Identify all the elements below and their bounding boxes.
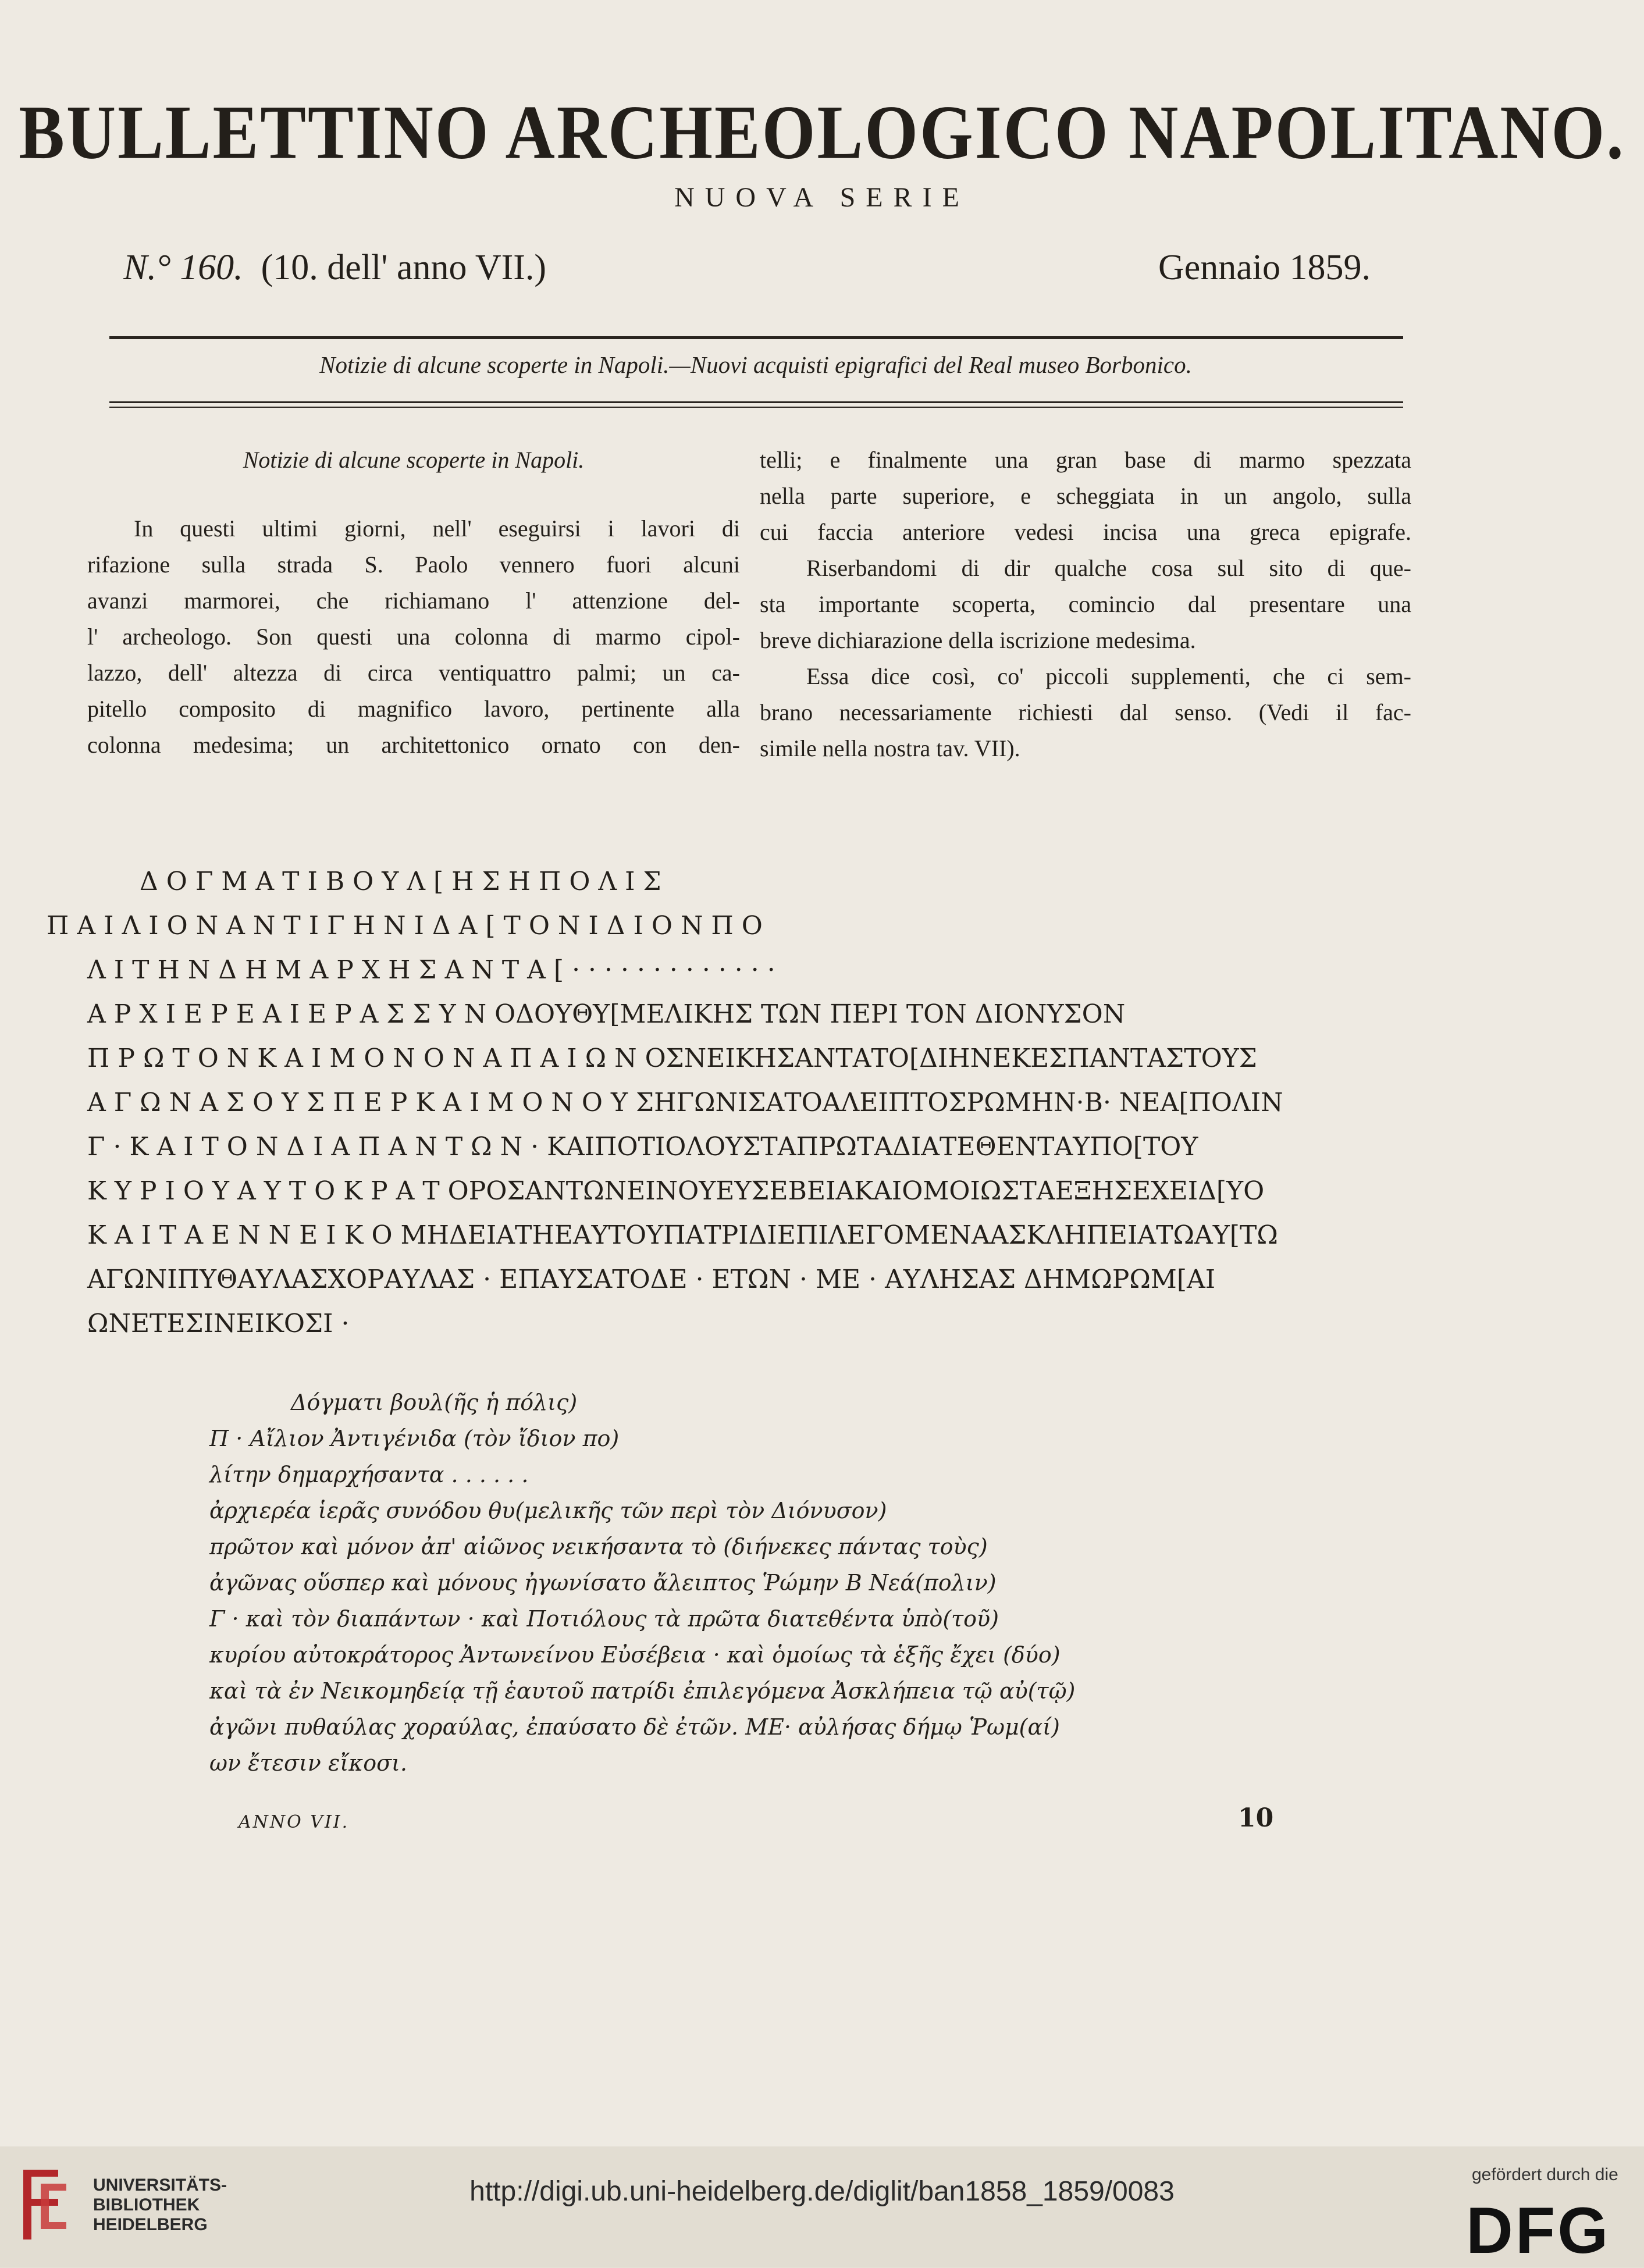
- text-line: Riserbandomi di dir qualche cosa sul sito di que-: [806, 555, 1411, 581]
- transcription-line: Δόγματι βουλ(ῆς ἡ πόλις): [291, 1390, 578, 1415]
- issue-date: Gennaio 1859.: [1158, 248, 1371, 287]
- transcription-line: κυρίου αὐτοκράτορος Ἀντωνείνου Εὐσέβεια · καὶ ὁμοίως τὰ ἑξῆς ἔχει (δύο): [209, 1642, 1061, 1668]
- transcription-line: πρῶτον καὶ μόνον ἀπ' αἰῶνος νεικήσαντα τὸ (διήνεκες πάντας τοὺς): [209, 1534, 988, 1560]
- transcription-line: λίτην δημαρχήσαντα . . . . . .: [209, 1462, 529, 1487]
- text-line: simile nella nostra tav. VII).: [760, 735, 1020, 761]
- text-line: In questi ultimi giorni, nell' eseguirsi i lavori di: [134, 515, 740, 542]
- transcription-line: ἀρχιερέα ἱερᾶς συνόδου θυ(μελικῆς τῶν περὶ τὸν Διόνυσον): [209, 1498, 887, 1523]
- issue-info: [123, 247, 546, 289]
- transcription-line: καὶ τὰ ἐν Νεικομηδείᾳ τῇ ἑαυτοῦ πατρίδι ἐπιλεγόμενα Ἀσκλήπεια τῷ αὐ(τῷ): [209, 1678, 1076, 1704]
- text-line: nella parte superiore, e scheggiata in un angolo, sulla: [760, 483, 1411, 509]
- text-line: Essa dice così, co' piccoli supplementi, che ci sem-: [806, 663, 1411, 689]
- inscription-line: Π Α Ι Λ Ι Ο Ν Α Ν Τ Ι Γ Η Ν Ι Δ Α [ Τ Ο Ν Ι Δ Ι Ο Ν Π Ο: [47, 911, 763, 941]
- top-rule: [109, 336, 1403, 339]
- inscription-line: Γ · Κ Α Ι Τ Ο Ν Δ Ι Α Π Α Ν Τ Ω Ν · ΚΑΙΠΟΤΙΟΛΟΥΣΤΑΠΡΩΤΑΔΙΑΤΕΘΕΝΤΑΥΠΟ[ΤΟΥ: [87, 1132, 1198, 1162]
- inscription-line: Κ Α Ι Τ Α Ε Ν Ν Ε Ι Κ Ο ΜΗΔΕΙΑΤΗΕΑΥΤΟΥΠΑΤΡΙΔΙΕΠΙΛΕΓΟΜΕΝΑΑΣΚΛΗΠΕΙΑΤΩΑΥ[ΤΩ: [87, 1220, 1278, 1250]
- transcription-line: Γ · καὶ τὸν διαπάντων · καὶ Ποτιόλους τὰ πρῶτα διατεθέντα ὑπὸ(τοῦ): [209, 1606, 999, 1632]
- digitization-footer: [0, 2146, 1644, 2267]
- transcription-line: ων ἔτεσιν εἴκοσι.: [209, 1750, 407, 1776]
- inscription-line: Λ Ι Τ Η Ν Δ Η Μ Α Ρ Χ Η Σ Α Ν Τ Α [ · · · · · · · · · · · · ·: [87, 955, 775, 985]
- journal-title: BULLETTINO ARCHEOLOGICO NAPOLITANO.: [19, 90, 1625, 175]
- inscription-line: Α Γ Ω Ν Α Σ Ο Υ Σ Π Ε Ρ Κ Α Ι Μ Ο Ν Ο Υ ΣΗΓΩΝΙΣΑΤΟΑΛΕΙΠΤΟΣΡΩΜΗΝ·Β· ΝΕΑ[ΠΟΛΙΝ: [87, 1088, 1283, 1117]
- text-line: sta importante scoperta, comincio dal presentare una: [760, 591, 1411, 617]
- bottom-rule-2: [109, 407, 1403, 408]
- issue-year: (10. dell' anno VII.): [261, 248, 547, 287]
- greek-transcription: [209, 1384, 1075, 1781]
- volume-label: ANNO VII.: [239, 1812, 350, 1832]
- text-line: lazzo, dell' altezza di circa ventiquattro palmi; un ca-: [87, 660, 740, 686]
- dfg-logo: DFG: [1466, 2194, 1611, 2267]
- text-line: rifazione sulla strada S. Paolo vennero fuori alcuni: [87, 551, 740, 578]
- column-heading: Notizie di alcune scoperte in Napoli.: [243, 447, 585, 473]
- university-name: UNIVERSITÄTS- BIBLIOTHEK HEIDELBERG: [93, 2176, 227, 2234]
- inscription-line: ΑΓΩΝΙΠΥΘΑΥΛΑΣΧΟΡΑΥΛΑΣ · ΕΠΑΥΣΑΤΟΔΕ · ΕΤΩΝ · ΜΕ · ΑΥΛΗΣΑΣ ΔΗΜΩΡΩΜ[ΑΙ: [87, 1265, 1216, 1294]
- funded-by-label: gefördert durch die: [1472, 2165, 1618, 2184]
- text-line: colonna medesima; un architettonico ornato con den-: [87, 732, 740, 758]
- source-url[interactable]: http://digi.ub.uni-heidelberg.de/diglit/ban1858_1859/0083: [469, 2176, 1175, 2207]
- text-line: cui faccia anteriore vedesi incisa una greca epigrafe.: [760, 519, 1411, 545]
- page-number: 10: [1238, 1803, 1274, 1833]
- inscription-line: ΩΝΕΤΕΣΙΝΕΙΚΟΣΙ ·: [87, 1309, 350, 1338]
- text-line: l' archeologo. Son questi una colonna di marmo cipol-: [87, 624, 740, 650]
- transcription-line: ἀγῶνι πυθαύλας χοραύλας, ἐπαύσατο δὲ ἐτῶν. ΜΕ· αὐλήσας δήμῳ Ῥωμ(αί): [209, 1714, 1060, 1740]
- inscription-line: Κ Υ Ρ Ι Ο Υ Α Υ Τ Ο Κ Ρ Α Τ ΟΡΟΣΑΝΤΩΝΕΙΝΟΥΕΥΣΕΒΕΙΑΚΑΙΟΜΟΙΩΣΤΑΕΞΗΣΕΧΕΙΔ[ΥΟ: [87, 1176, 1265, 1206]
- inscription-line: Δ Ο Γ Μ Α Τ Ι Β Ο Υ Λ [ Η Σ Η Π Ο Λ Ι Σ: [140, 867, 661, 896]
- transcription-line: ἀγῶνας οὕσπερ καὶ μόνους ἠγωνίσατο ἄλειπτος Ῥώμην Β Νεά(πολιν): [209, 1570, 997, 1596]
- inscription-line: Π Ρ Ω Τ Ο Ν Κ Α Ι Μ Ο Ν Ο Ν Α Π Α Ι Ω Ν ΟΣΝΕΙΚΗΣΑΝΤΑΤΟ[ΔΙΗΝΕΚΕΣΠΑΝΤΑΣΤΟΥΣ: [87, 1044, 1257, 1073]
- text-line: pitello composito di magnifico lavoro, pertinente alla: [87, 696, 740, 722]
- issue-number: N.° 160.: [123, 248, 243, 287]
- bottom-rule-1: [109, 401, 1403, 403]
- right-column: [760, 442, 1411, 767]
- transcription-line: Π · Αἴλιον Ἀντιγένιδα (τὸν ἴδιον πο): [209, 1426, 620, 1451]
- text-line: telli; e finalmente una gran base di marmo spezzata: [760, 447, 1411, 473]
- series-label: NUOVA SERIE: [674, 182, 970, 213]
- text-line: breve dichiarazione della iscrizione medesima.: [760, 627, 1196, 653]
- text-line: brano necessariamente richiesti dal senso. (Vedi il fac-: [760, 699, 1411, 725]
- subject-line: Notizie di alcune scoperte in Napoli.—Nuovi acquisti epigrafici del Real museo Borbonico.: [319, 351, 1192, 378]
- inscription-line: Α Ρ Χ Ι Ε Ρ Ε Α Ι Ε Ρ Α Σ Σ Υ Ν ΟΔΟΥΘΥ[ΜΕΛΙΚΗΣ ΤΩΝ ΠΕΡΙ ΤΟΝ ΔΙΟΝΥΣΟΝ: [87, 999, 1126, 1029]
- left-column: [87, 442, 740, 763]
- greek-inscription: [47, 860, 1408, 1346]
- text-line: avanzi marmorei, che richiamano l' attenzione del-: [87, 588, 740, 614]
